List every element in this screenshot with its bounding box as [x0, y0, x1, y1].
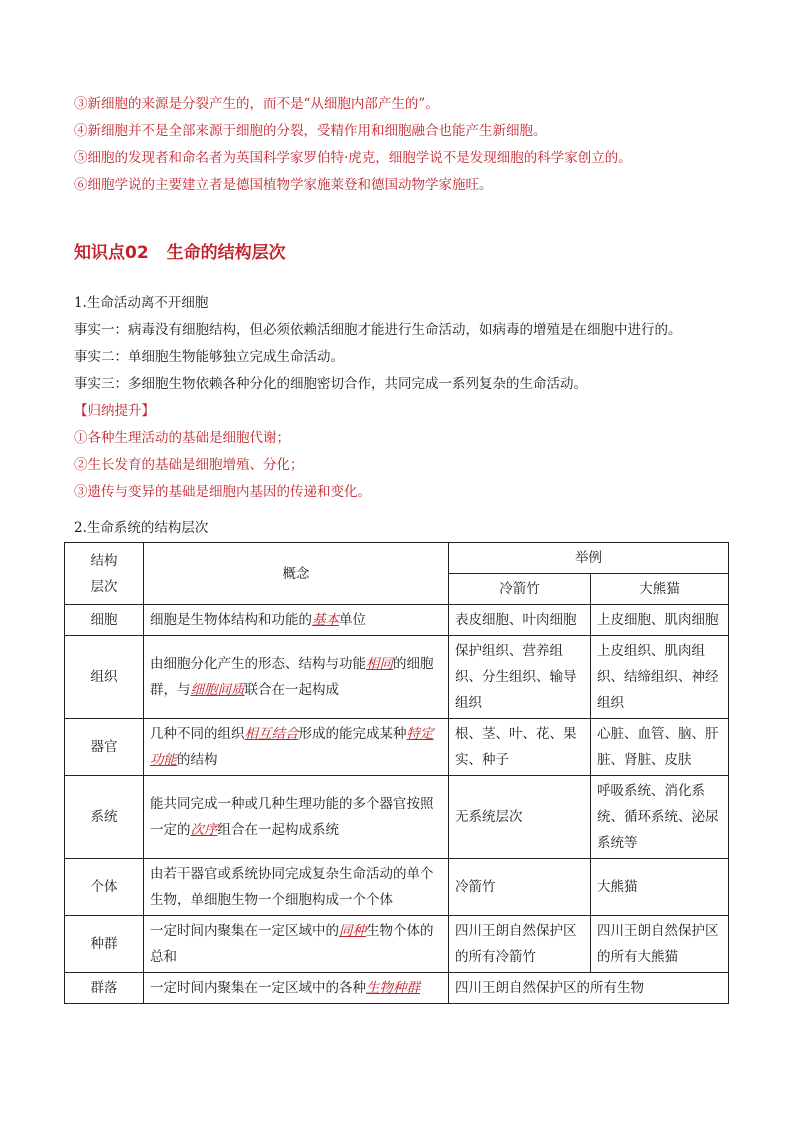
- table-row: [65, 776, 729, 859]
- panda-example-cell: 大熊猫: [591, 859, 729, 916]
- note-3: ③新细胞的来源是分裂产生的，而不是“从细胞内部产生的”。: [74, 96, 439, 112]
- level-cell: 种群: [65, 916, 144, 973]
- panda-example-cell: 呼吸系统、消化系统、循环系统、泌尿系统等: [591, 776, 729, 859]
- section-number: 知识点02: [74, 243, 149, 263]
- level-cell: 个体: [65, 859, 144, 916]
- table-row: [65, 859, 729, 916]
- concept-cell: 几种不同的组织相互结合形成的能完成某种特定功能的结构: [144, 719, 449, 776]
- fact-1: 事实一：病毒没有细胞结构，但必须依赖活细胞才能进行生命活动，如病毒的增殖是在细胞中进行的。: [74, 322, 682, 338]
- header-panda: 大熊猫: [591, 574, 729, 605]
- panda-example-cell: 上皮组织、肌肉组织、结缔组织、神经组织: [591, 636, 729, 719]
- fact-3: 事实三：多细胞生物依赖各种分化的细胞密切合作，共同完成一系列复杂的生命活动。: [74, 376, 587, 392]
- header-level-line2: 层次: [90, 578, 118, 595]
- table-header-row: [65, 543, 729, 574]
- summary-label: 【归纳提升】: [74, 403, 155, 419]
- concept-cell: 能共同完成一种或几种生理功能的多个器官按照一定的次序组合在一起构成系统: [144, 776, 449, 859]
- bamboo-example-cell: 冷箭竹: [449, 859, 591, 916]
- bamboo-example-cell: 无系统层次: [449, 776, 591, 859]
- level-cell: 群落: [65, 973, 144, 1004]
- merged-example-cell: 四川王朗自然保护区的所有生物: [449, 973, 729, 1004]
- section-title: 生命的结构层次: [166, 243, 286, 263]
- header-bamboo: 冷箭竹: [449, 574, 591, 605]
- summary-2: ②生长发育的基础是细胞增殖、分化；: [74, 457, 304, 473]
- table-row: [65, 973, 729, 1004]
- fact-2: 事实二：单细胞生物能够独立完成生命活动。: [74, 349, 344, 365]
- level-cell: 系统: [65, 776, 144, 859]
- panda-example-cell: 四川王朗自然保护区的所有大熊猫: [591, 916, 729, 973]
- note-5: ⑤细胞的发现者和命名者为英国科学家罗伯特·虎克，细胞学说不是发现细胞的科学家创立的。: [74, 150, 632, 166]
- table-row: [65, 719, 729, 776]
- concept-cell: 一定时间内聚集在一定区域中的同种生物个体的总和: [144, 916, 449, 973]
- bamboo-example-cell: 四川王朗自然保护区的所有冷箭竹: [449, 916, 591, 973]
- bamboo-example-cell: 保护组织、营养组织、分生组织、输导组织: [449, 636, 591, 719]
- header-level: [65, 543, 144, 605]
- concept-cell: 细胞是生物体结构和功能的基本单位: [144, 605, 449, 636]
- panda-example-cell: 心脏、血管、脑、肝脏、肾脏、皮肤: [591, 719, 729, 776]
- concept-cell: 由若干器官或系统协同完成复杂生命活动的单个生物，单细胞生物一个细胞构成一个个体: [144, 859, 449, 916]
- note-4: ④新细胞并不是全部来源于细胞的分裂，受精作用和细胞融合也能产生新细胞。: [74, 123, 547, 139]
- header-level-line1: 结构: [90, 552, 118, 569]
- header-example: 举例: [449, 543, 729, 574]
- note-6: ⑥细胞学说的主要建立者是德国植物学家施莱登和德国动物学家施旺。: [74, 177, 493, 193]
- level-cell: 组织: [65, 636, 144, 719]
- summary-1: ①各种生理活动的基础是细胞代谢；: [74, 430, 290, 446]
- panda-example-cell: 上皮细胞、肌肉细胞: [591, 605, 729, 636]
- bamboo-example-cell: 根、茎、叶、花、果实、种子: [449, 719, 591, 776]
- structure-level-table: [64, 542, 729, 1004]
- header-concept: 概念: [144, 543, 449, 605]
- table-row: [65, 636, 729, 719]
- table-row: [65, 916, 729, 973]
- section-heading: [74, 238, 286, 263]
- level-cell: 器官: [65, 719, 144, 776]
- part2-title: 2.生命系统的结构层次: [74, 520, 209, 536]
- concept-cell: 一定时间内聚集在一定区域中的各种生物种群: [144, 973, 449, 1004]
- part1-title: 1.生命活动离不开细胞: [74, 295, 209, 311]
- table-row: [65, 605, 729, 636]
- bamboo-example-cell: 表皮细胞、叶肉细胞: [449, 605, 591, 636]
- concept-cell: 由细胞分化产生的形态、结构与功能相同的细胞群，与细胞间质联合在一起构成: [144, 636, 449, 719]
- summary-3: ③遗传与变异的基础是细胞内基因的传递和变化。: [74, 484, 371, 500]
- level-cell: 细胞: [65, 605, 144, 636]
